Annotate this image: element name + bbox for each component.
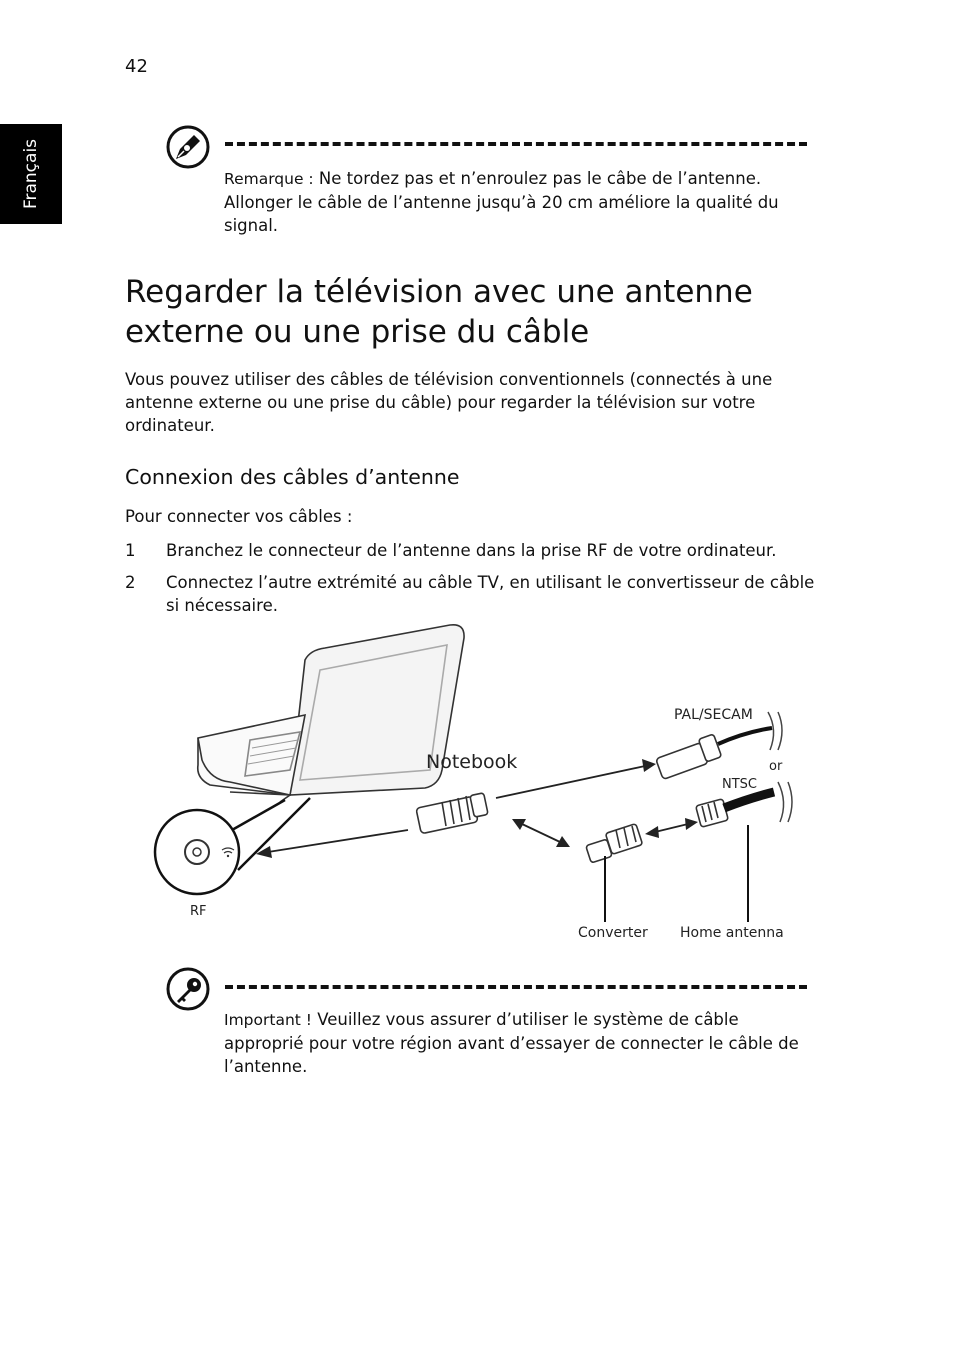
label-home-antenna: Home antenna [680, 925, 784, 941]
rf-port-zoom [155, 810, 239, 894]
note-divider [225, 985, 807, 989]
step-number: 1 [125, 541, 136, 560]
note-remarque [224, 167, 809, 237]
step-text: Connectez l’autre extrémité au câble TV, en utilisant le convertisseur de câble si nécessaire. [166, 573, 815, 615]
note-label: Important ! [224, 1011, 312, 1029]
label-pal-secam: PAL/SECAM [674, 707, 753, 723]
label-notebook: Notebook [426, 751, 518, 773]
note-divider [225, 142, 807, 146]
ntsc-plug [696, 799, 729, 827]
label-or: or [769, 759, 783, 774]
list-item [125, 571, 815, 617]
page-number: 42 [125, 56, 148, 77]
language-tab [0, 124, 62, 224]
language-tab-label: Français [21, 138, 41, 210]
key-important-icon [166, 967, 210, 1011]
note-body: Veuillez vous assurer d’utiliser le système de câble approprié pour votre région avant d’essayer de connecter le câble de l’antenne. [224, 1010, 799, 1076]
list-item [125, 539, 815, 562]
label-converter: Converter [578, 925, 648, 941]
notebook-illustration [198, 625, 464, 802]
note-label: Remarque : [224, 170, 314, 188]
section-title: Regarder la télévision avec une antenne externe ou une prise du câble [125, 274, 753, 350]
subsection-title: Connexion des câbles d’antenne [125, 465, 460, 489]
label-ntsc: NTSC [722, 777, 757, 792]
step-number: 2 [125, 573, 136, 592]
pen-note-icon [166, 125, 210, 169]
converter-illustration [586, 824, 643, 863]
label-rf: RF [190, 904, 207, 919]
steps-intro: Pour connecter vos câbles : [125, 507, 353, 526]
step-text: Branchez le connecteur de l’antenne dans la prise RF de votre ordinateur. [166, 541, 777, 560]
section-paragraph: Vous pouvez utiliser des câbles de télévision conventionnels (connectés à une antenne externe ou une prise du câble) pour regarder la télévision sur votre ordinateur. [125, 370, 773, 435]
antenna-connection-diagram [150, 620, 810, 950]
pal-secam-plug [656, 734, 722, 780]
note-body: Ne tordez pas et n’enroulez pas le câbe de l’antenne. Allonger le câble de l’antenne jusqu’à 20 cm améliore la qualité du signal. [224, 169, 779, 235]
note-important [224, 1008, 809, 1078]
coax-plug [416, 793, 488, 834]
